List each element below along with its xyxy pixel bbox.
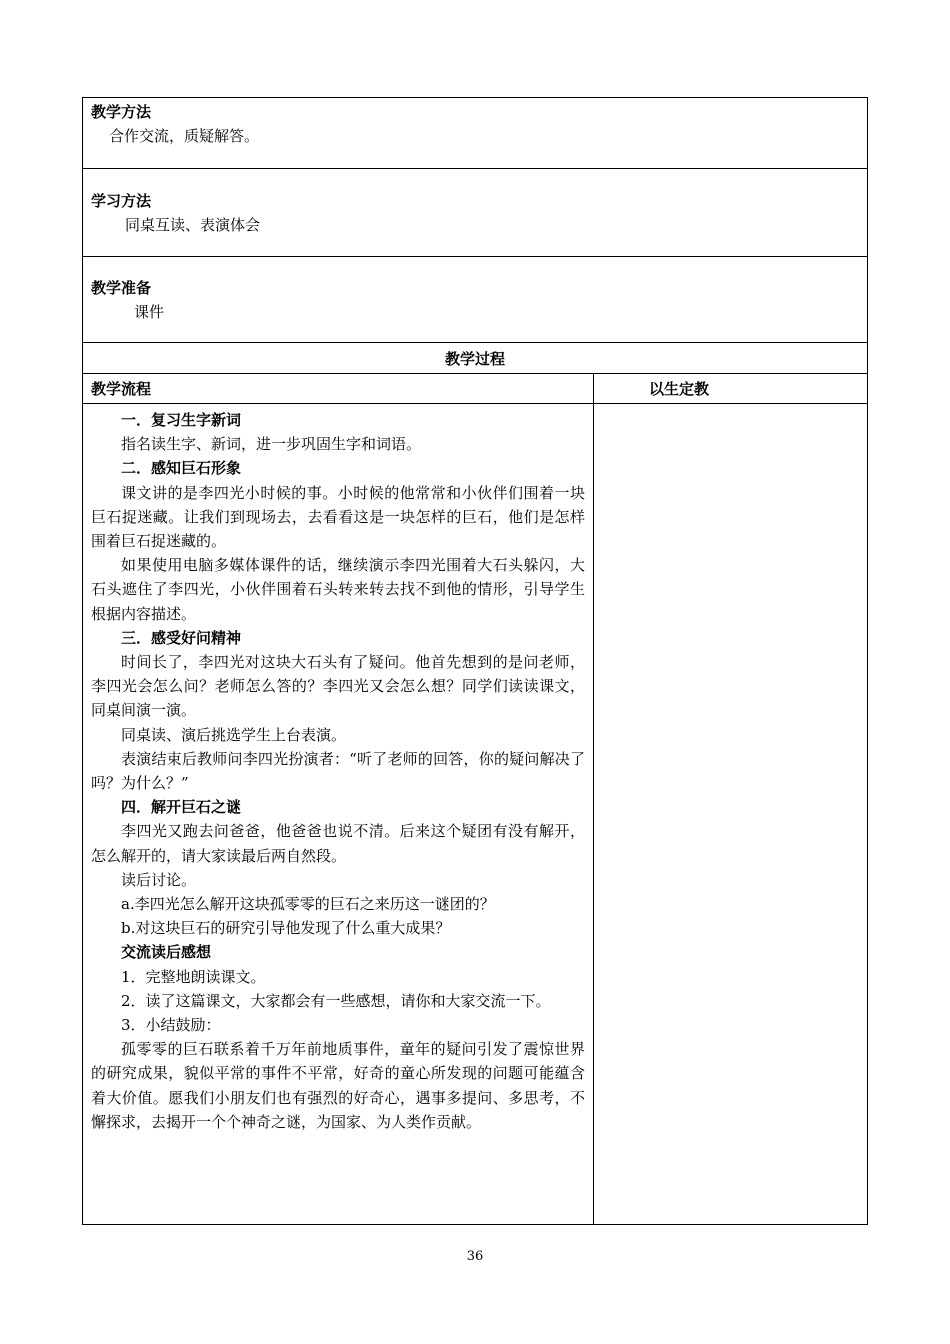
teaching-method-title: 教学方法: [91, 103, 152, 121]
flow-paragraph: b.对这块巨石的研究引导他发现了什么重大成果？: [121, 919, 451, 938]
teaching-method-body: 合作交流，质疑解答。: [109, 127, 260, 145]
teaching-prep-row: [83, 257, 868, 343]
teaching-method-row: [83, 98, 868, 169]
flow-paragraph: 1．完整地朗读课文。: [121, 967, 266, 986]
flow-paragraph: 课文讲的是李四光小时候的事。小时候的他常常和小伙伴们围着一块巨石捉迷藏。让我们到现场去，去看看这是一块怎样的巨石，他们是怎样围着巨石捉迷藏的。: [91, 483, 585, 551]
study-method-title: 学习方法: [91, 192, 152, 210]
flow-paragraph: 读后讨论。: [121, 870, 197, 889]
process-content-row: [83, 404, 868, 1225]
adjust-column-header: 以生定教: [649, 380, 710, 398]
teaching-flow-content: [83, 404, 593, 1134]
flow-paragraph: 孤零零的巨石联系着千万年前地质事件，童年的疑问引发了震惊世界的研究成果，貌似平常的事件不平常，好奇的童心所发现的问题可能蕴含着大价值。愿我们小朋友们也有强烈的好奇心，遇事多提问、多思考，不懈探求，去揭开一个个神奇之谜，为国家、为人类作贡献。: [91, 1040, 585, 1131]
flow-paragraph: 3．小结鼓励：: [121, 1016, 221, 1035]
teaching-prep-title: 教学准备: [91, 279, 152, 297]
flow-heading: 三．感受好问精神: [121, 628, 242, 647]
study-method-body: 同桌互读、表演体会: [125, 216, 261, 234]
flow-heading: 一．复习生字新词: [121, 411, 242, 429]
lesson-plan-table: [82, 97, 868, 1225]
flow-heading: 交流读后感想: [121, 943, 212, 962]
flow-paragraph: 指名读生字、新词，进一步巩固生字和词语。: [121, 435, 422, 454]
flow-paragraph: 同桌读、演后挑选学生上台表演。: [121, 725, 347, 744]
flow-paragraph: 李四光又跑去问爸爸，他爸爸也说不清。后来这个疑团有没有解开，怎么解开的，请大家读最后两自然段。: [91, 822, 585, 865]
flow-paragraph: a.李四光怎么解开这块孤零零的巨石之来历这一谜团的？: [121, 895, 495, 914]
flow-paragraph: 表演结束后教师问李四光扮演者：“听了老师的回答，你的疑问解决了吗？为什么？”: [91, 749, 585, 793]
flow-paragraph: 2．读了这篇课文，大家都会有一些感想，请你和大家交流一下。: [121, 991, 551, 1010]
page-number: 36: [466, 1249, 484, 1264]
study-method-row: [83, 169, 868, 257]
process-title: 教学过程: [445, 349, 506, 368]
flow-column-header: 教学流程: [91, 380, 152, 398]
flow-paragraph: 时间长了，李四光对这块大石头有了疑问。他首先想到的是问老师，李四光会怎么问？老师怎么答的？李四光又会怎么想？同学们读读课文，同桌间演一演。: [91, 653, 585, 720]
teaching-prep-body: 课件: [134, 303, 165, 321]
column-header-row: [83, 374, 868, 404]
process-header-row: [83, 343, 868, 374]
flow-heading: 二．感知巨石形象: [121, 459, 242, 478]
flow-heading: 四．解开巨石之谜: [121, 798, 242, 817]
adjust-notes-cell: [594, 404, 868, 1225]
flow-paragraph: 如果使用电脑多媒体课件的话，继续演示李四光围着大石头躲闪，大石头遮住了李四光，小伙伴围着石头转来转去找不到他的情形，引导学生根据内容描述。: [91, 556, 585, 623]
